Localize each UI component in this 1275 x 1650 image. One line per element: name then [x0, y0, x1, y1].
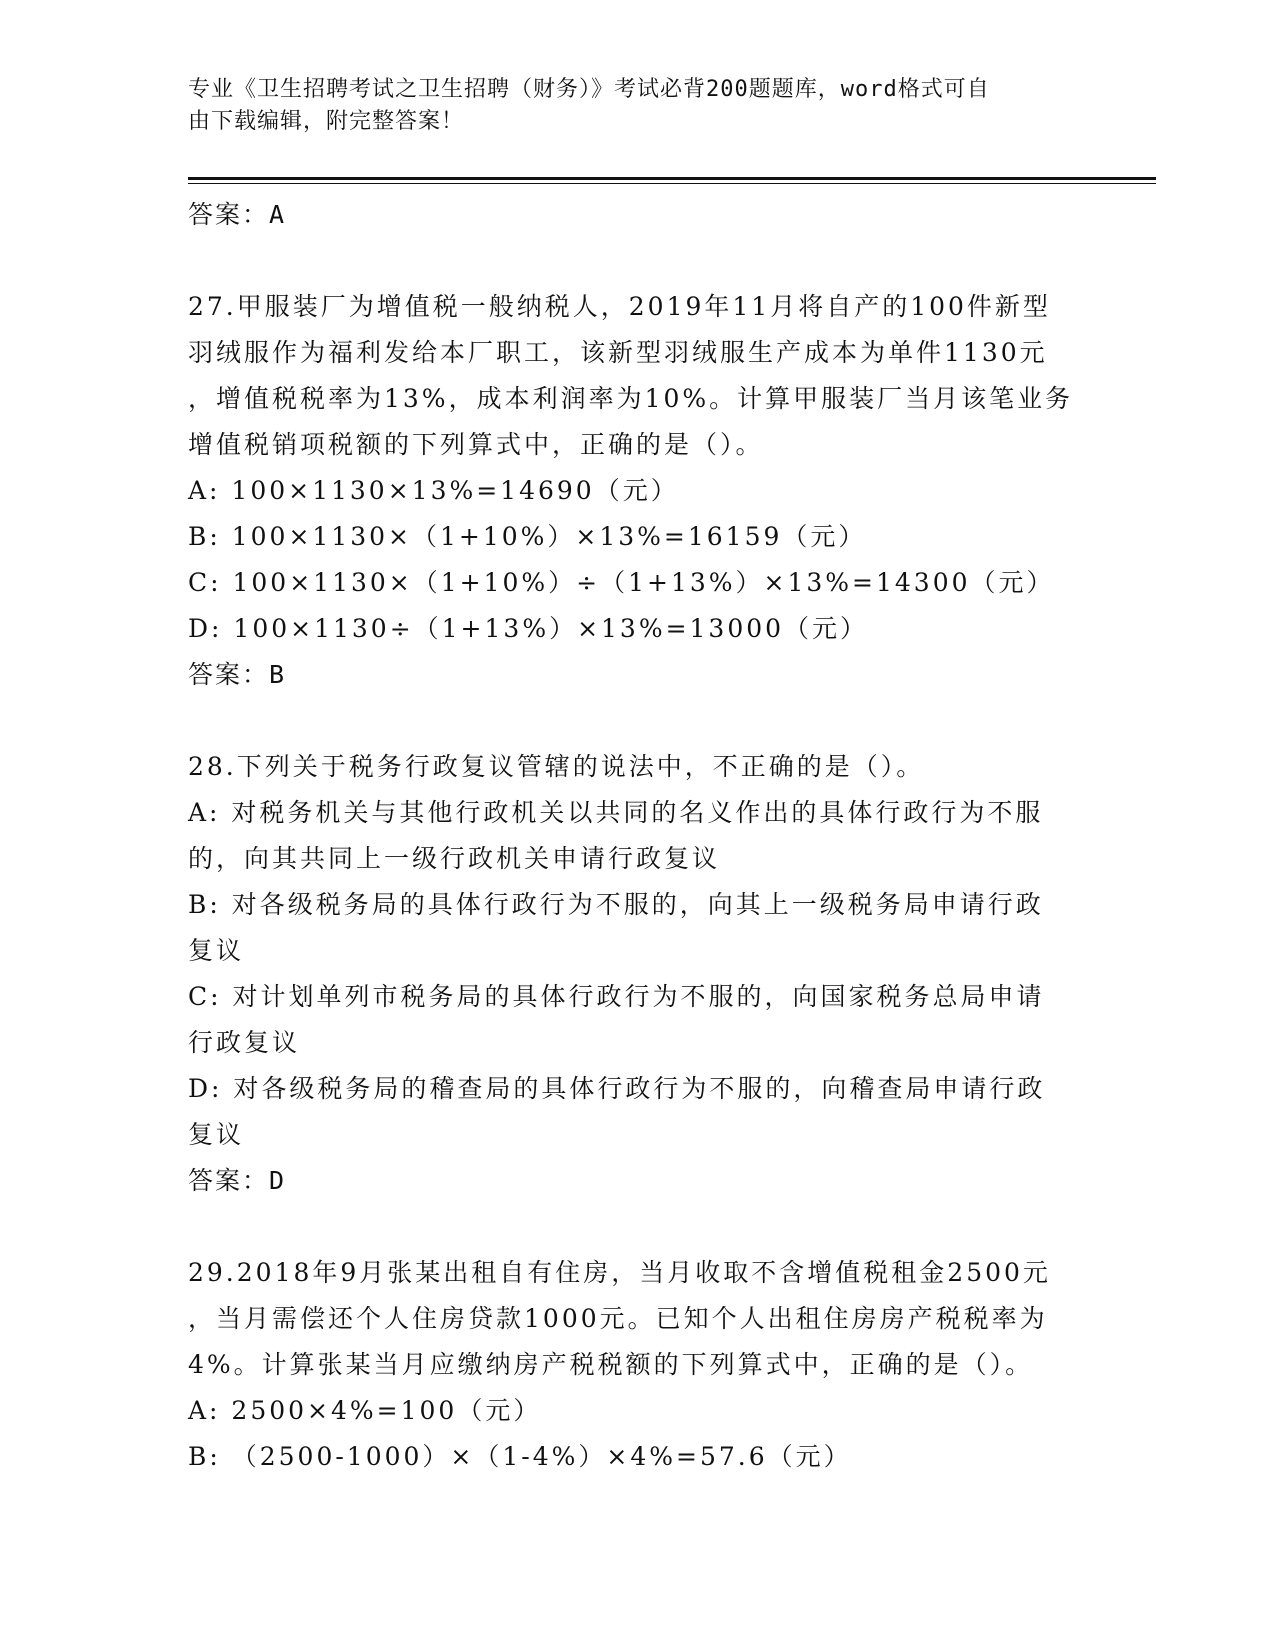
option-b: B: 100×1130×（1+10%）×13%=16159（元）: [188, 522, 867, 551]
question-stem-line: 4%。计算张某当月应缴纳房产税税额的下列算式中，正确的是（）。: [188, 1350, 1034, 1379]
option-a-continued: 的，向其共同上一级行政机关申请行政复议: [188, 844, 721, 873]
question-stem-line: 29.2018年9月张某出租自有住房，当月收取不含增值税租金2500元: [188, 1258, 1051, 1287]
header-divider-thin: [188, 183, 1156, 184]
option-a: A: 100×1130×13%=14690（元）: [188, 476, 679, 505]
answer-28: 答案：D: [188, 1166, 287, 1195]
option-c: C: 100×1130×（1+10%）÷（1+13%）×13%=14300（元）: [188, 568, 1055, 597]
answer-previous-question: 答案：A: [188, 200, 287, 229]
option-a: A: 2500×4%=100（元）: [188, 1396, 542, 1425]
option-c-continued: 行政复议: [188, 1028, 301, 1057]
question-stem-line: 增值税销项税额的下列算式中，正确的是（）。: [188, 430, 764, 459]
question-stem-line: ，增值税税率为13%，成本利润率为10%。计算甲服装厂当月该笔业务: [188, 384, 1074, 413]
option-d-continued: 复议: [188, 1120, 245, 1149]
document-header: [188, 74, 1068, 138]
option-a: A: 对税务机关与其他行政机关以共同的名义作出的具体行政行为不服: [188, 798, 1044, 827]
spacer: [188, 1204, 1083, 1250]
header-line-2: 由下载编辑，附完整答案！: [188, 109, 465, 134]
question-stem-line: ，当月需偿还个人住房贷款1000元。已知个人出租住房房产税税率为: [188, 1304, 1048, 1333]
option-d: D: 对各级税务局的稽查局的具体行政行为不服的，向稽查局申请行政: [188, 1074, 1046, 1103]
option-d: D: 100×1130÷（1+13%）×13%=13000（元）: [188, 614, 869, 643]
document-body: [188, 192, 1083, 1480]
question-stem-line: 27.甲服装厂为增值税一般纳税人，2019年11月将自产的100件新型: [188, 292, 1051, 321]
question-stem-line: 28.下列关于税务行政复议管辖的说法中，不正确的是（）。: [188, 752, 925, 781]
option-b: B: （2500-1000）×（1-4%）×4%=57.6（元）: [188, 1442, 852, 1471]
spacer: [188, 238, 1083, 284]
option-b: B: 对各级税务局的具体行政行为不服的，向其上一级税务局申请行政: [188, 890, 1044, 919]
question-29: [188, 1250, 1083, 1480]
header-line-1: 专业《卫生招聘考试之卫生招聘（财务）》考试必背200题题库，word格式可自: [188, 77, 990, 102]
option-b-continued: 复议: [188, 936, 245, 965]
spacer: [188, 698, 1083, 744]
header-divider-thick: [188, 177, 1156, 180]
answer-27: 答案：B: [188, 660, 287, 689]
question-stem-line: 羽绒服作为福利发给本厂职工，该新型羽绒服生产成本为单件1130元: [188, 338, 1048, 367]
question-27: [188, 284, 1083, 698]
question-28: [188, 744, 1083, 1204]
option-c: C: 对计划单列市税务局的具体行政行为不服的，向国家税务总局申请: [188, 982, 1045, 1011]
